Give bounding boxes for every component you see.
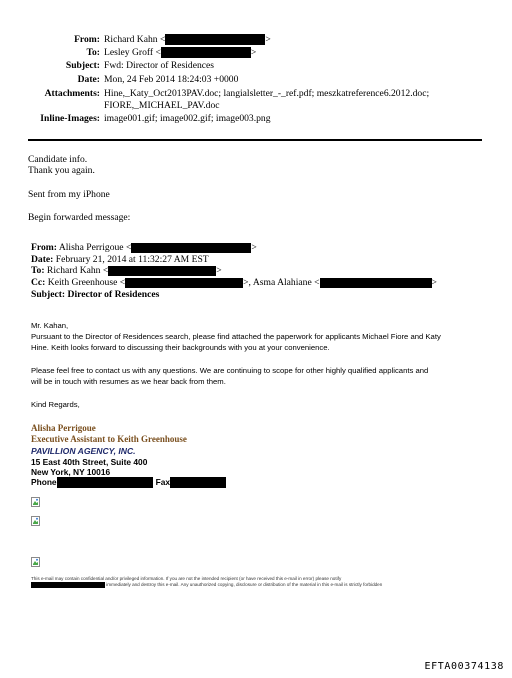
fwd-cc [31,277,437,288]
body-line: Sent from my iPhone [28,189,110,200]
fwd-to [31,265,222,276]
closing: Kind Regards, [31,400,80,409]
fwd-from [31,242,257,253]
disclaimer-line-2 [31,582,382,588]
date-value: Mon, 24 Feb 2014 18:24:03 +0000 [104,74,239,85]
broken-image-icon [31,497,40,507]
date-label: Date: [77,74,100,85]
redaction-bar [57,477,153,488]
greeting: Mr. Kahan, [31,321,69,330]
fwd-subject-label: Subject: [31,289,66,300]
signature-address-1: 15 East 40th Street, Suite 400 [31,457,148,467]
signature-phone-fax [31,477,226,488]
redaction-bar [31,582,105,588]
to-value [104,47,256,59]
document-id: EFTA00374138 [424,661,504,672]
broken-image-icon [31,557,40,567]
signature-title: Executive Assistant to Keith Greenhouse [31,434,187,444]
inline-images-label: Inline-Images: [40,113,100,124]
fwd-date-value: February 21, 2014 at 11:32:27 AM EST [55,254,209,265]
redaction-bar [165,34,265,45]
fwd-cc-second: >, Asma Alahiane < [243,277,320,288]
disclaimer-line-2-text: immediately and destroy this e-mail. Any unauthorized copying, disclosure or distribution of the material in this e-mail is strictly forbidden [106,582,383,587]
fwd-subject-value: Director of Residences [67,289,160,300]
fwd-cc-label: Cc: [31,277,46,288]
redaction-bar [108,266,216,276]
fwd-from-label: From: [31,242,57,253]
close-bracket: > [265,34,271,45]
to-label: To: [86,47,100,58]
fwd-from-value: Alisha Perrigoue < [58,242,132,253]
fax-label: Fax [155,477,171,487]
attachments-line-2: FIORE,_MICHAEL_PAV.doc [104,100,220,111]
redaction-bar [125,278,243,288]
body-line: Begin forwarded message: [28,212,131,223]
close-bracket: > [216,265,222,276]
close-bracket: > [431,277,437,288]
fwd-to-label: To: [31,265,45,276]
inline-images-value: image001.gif; image002.gif; image003.png [104,113,271,124]
attachments-line-1: Hine,_Katy_Oct2013PAV.doc; langialsletter_-_ref.pdf; meszkatreference6.2012.doc; [104,88,430,99]
fwd-cc-value: Keith Greenhouse < [47,277,126,288]
body-line: Thank you again. [28,165,95,176]
close-bracket: > [251,242,257,253]
redaction-bar [170,477,226,488]
subject-value: Fwd: Director of Residences [104,60,215,71]
to-name: Lesley Groff < [104,47,161,58]
close-bracket: > [250,47,257,58]
redaction-bar [161,47,251,58]
disclaimer-line-1: This e-mail may contain confidential and/or privileged information. If you are not the intended recipient (or have received this e-mail in error) please notify [31,576,342,581]
from-name: Richard Kahn < [104,34,166,45]
subject-label: Subject: [65,60,100,71]
fwd-date [31,254,209,265]
attachments-label: Attachments: [44,88,100,99]
paragraph-line: Hine. Keith looks forward to discussing their backgrounds with you at your convenience. [31,343,330,352]
fwd-date-label: Date: [31,254,54,265]
from-value [104,34,271,46]
signature-address-2: New York, NY 10016 [31,467,111,477]
fwd-subject [31,289,159,300]
from-label: From: [74,34,100,45]
paragraph-line: will be in touch with resumes as we hear back from them. [31,377,226,386]
broken-image-icon [31,516,40,526]
signature-company: PAVILLION AGENCY, INC. [31,446,136,456]
fwd-to-value: Richard Kahn < [46,265,109,276]
signature-name: Alisha Perrigoue [31,423,96,433]
body-line: Candidate info. [28,154,88,165]
paragraph-line: Pursuant to the Director of Residences search, please find attached the paperwork for applicants Michael Fiore and Katy [31,332,441,341]
redaction-bar [320,278,432,288]
phone-label: Phone [31,477,57,487]
redaction-bar [131,243,251,253]
header-divider [28,139,482,141]
paragraph-line: Please feel free to contact us with any questions. We are continuing to scope for other highly qualified applicants and [31,366,429,375]
